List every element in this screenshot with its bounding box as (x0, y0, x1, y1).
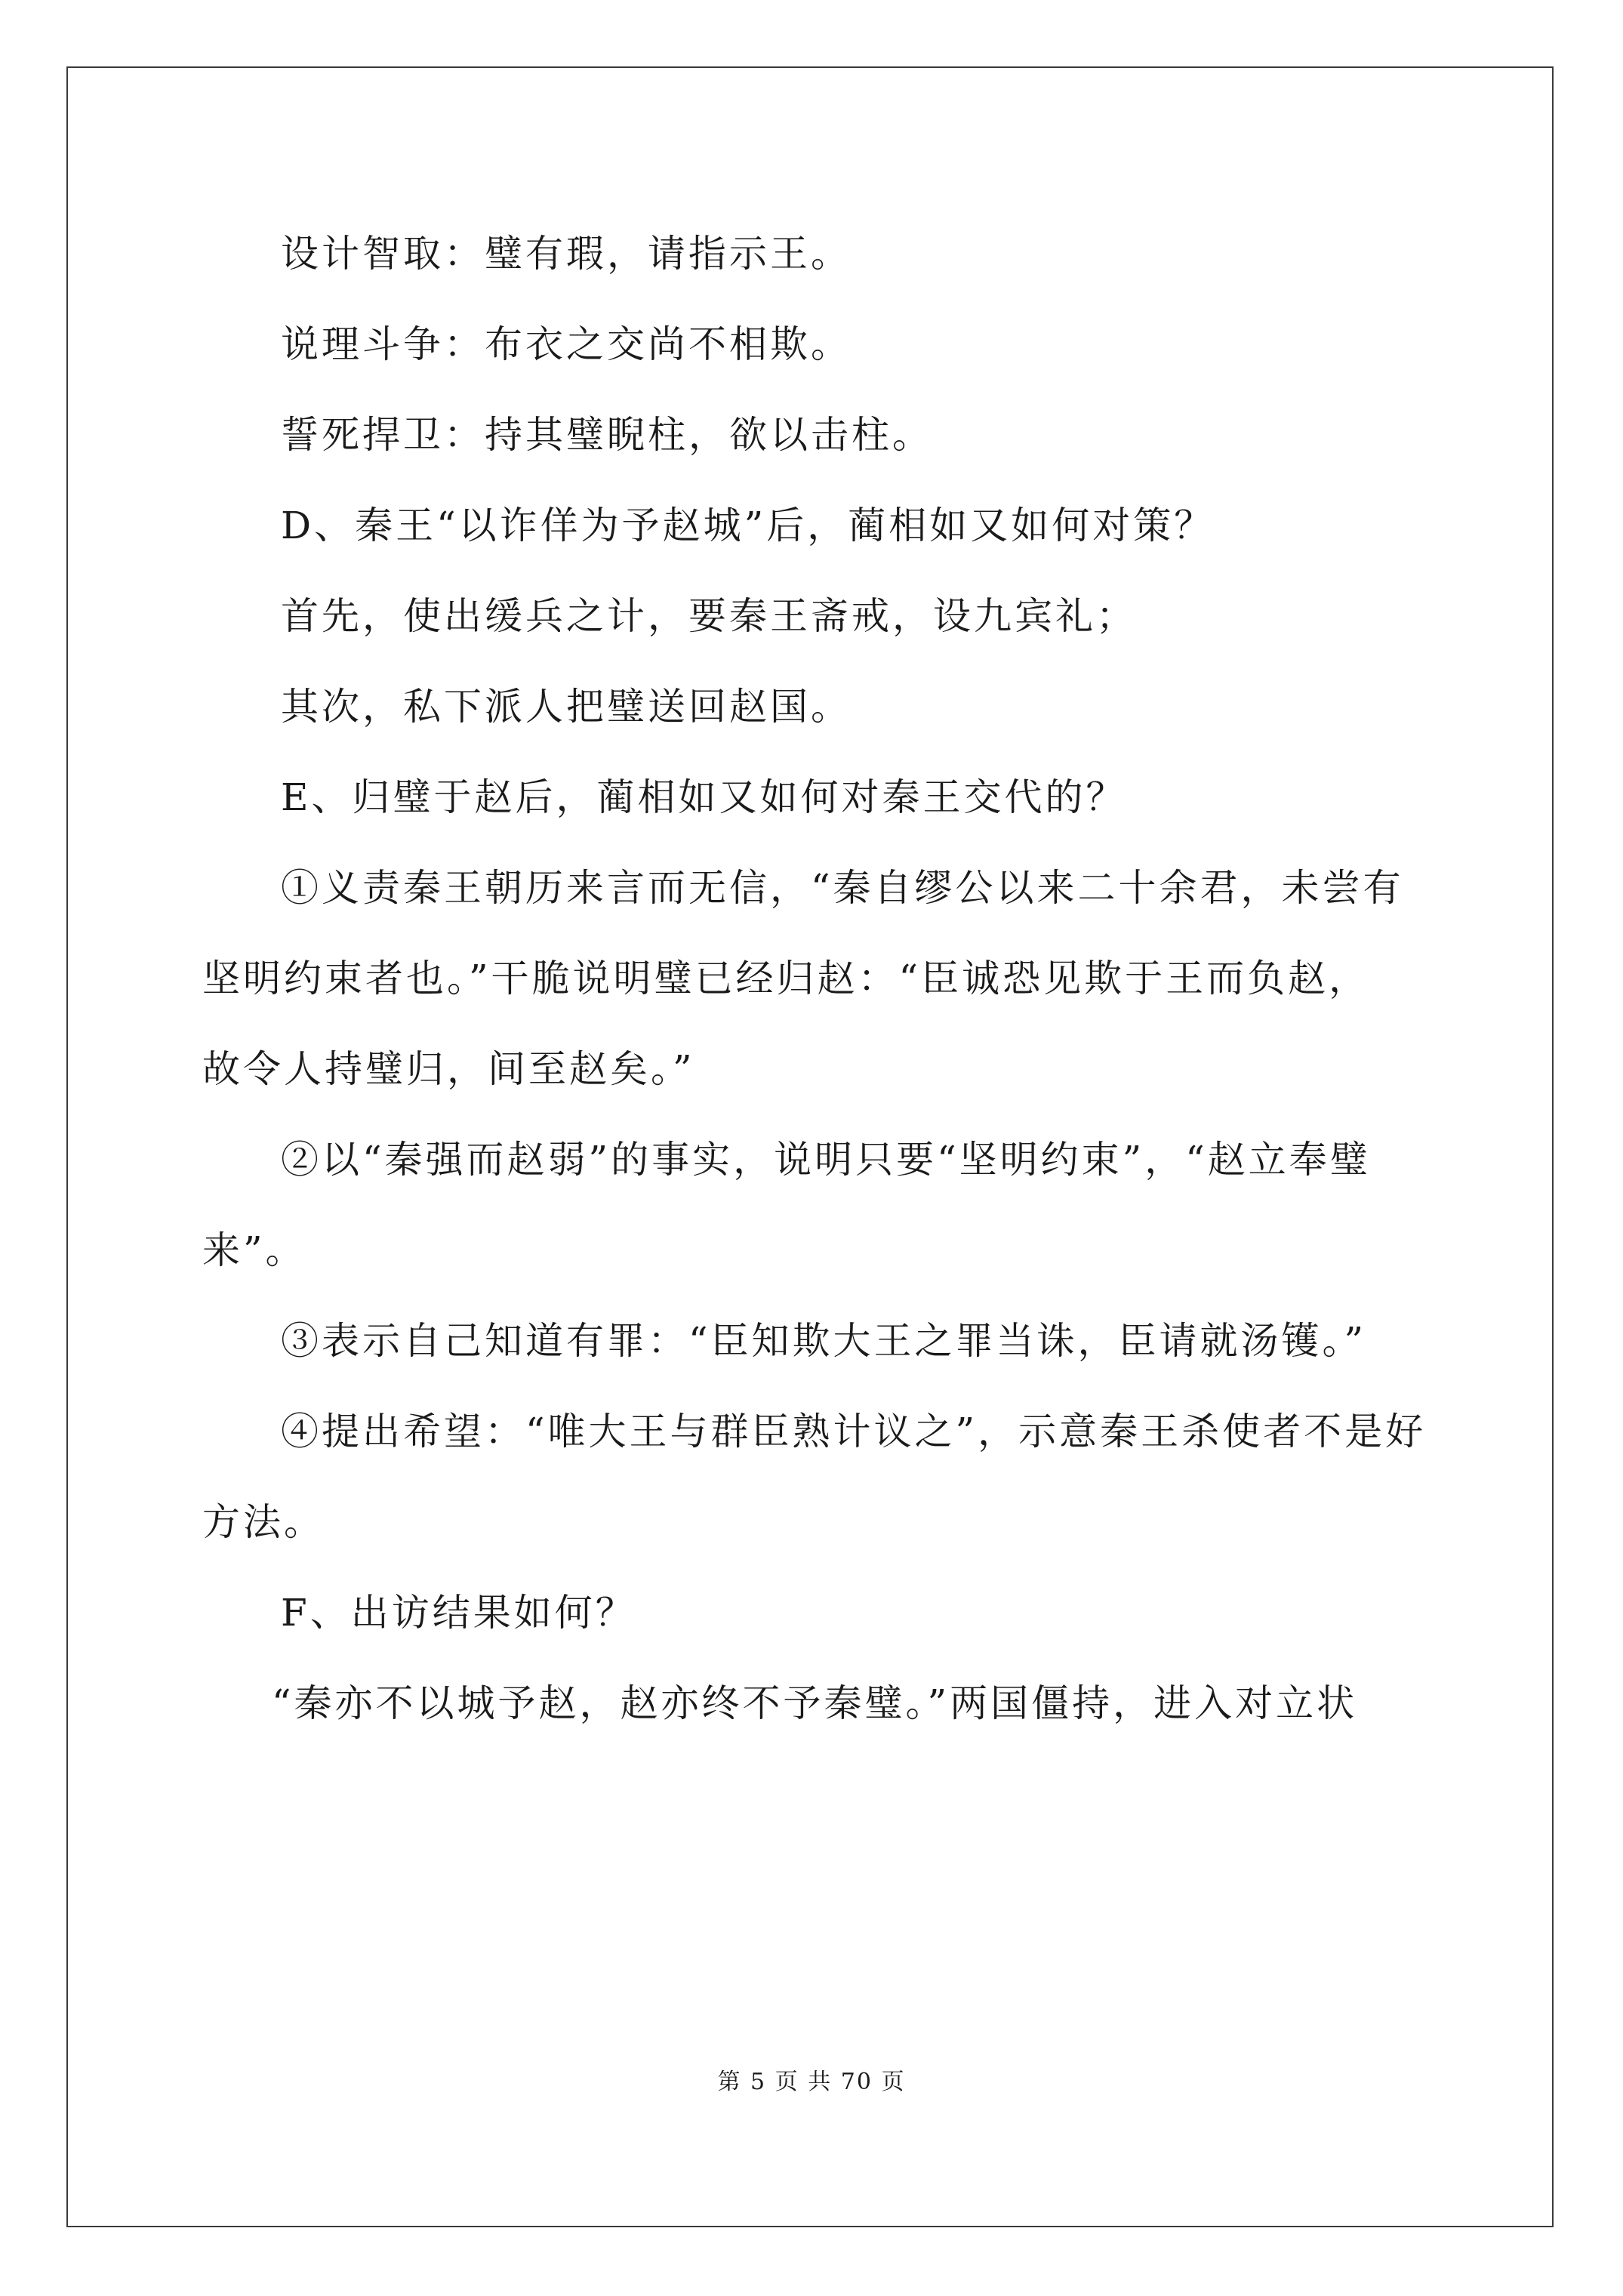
text-line: 说理斗争：布衣之交尚不相欺。 (281, 322, 852, 366)
text-line: ④提出希望：“唯大王与群臣熟计议之”，示意秦王杀使者不是好 (281, 1410, 1427, 1453)
text-line: E、归璧于赵后，蔺相如又如何对秦王交代的？ (281, 775, 1127, 819)
text-line: ①义责秦王朝历来言而无信，“秦自缪公以来二十余君，未尝有 (281, 866, 1404, 910)
text-line: 设计智取：璧有瑕，请指示王。 (281, 232, 852, 276)
text-line: 方法。 (202, 1500, 325, 1544)
text-line: D、秦王“以诈佯为予赵城”后，蔺相如又如何对策？ (281, 504, 1215, 547)
text-line: 其次，私下派人把璧送回赵国。 (281, 685, 852, 729)
text-line: “秦亦不以城予赵，赵亦终不予秦璧。”两国僵持，进入对立状 (272, 1681, 1358, 1725)
text-line: F、出访结果如何？ (281, 1591, 636, 1635)
text-line: 故令人持璧归，间至赵矣。” (202, 1047, 695, 1091)
text-line: 坚明约束者也。”干脆说明璧已经归赵：“臣诚恐见欺于王而负赵， (202, 957, 1370, 1000)
text-line: ③表示自己知道有罪：“臣知欺大王之罪当诛，臣请就汤镬。” (281, 1319, 1367, 1363)
text-line: 首先，使出缓兵之计，要秦王斋戒，设九宾礼； (281, 594, 1137, 638)
text-line: 来”。 (202, 1228, 306, 1272)
text-line: 誓死捍卫：持其璧睨柱，欲以击柱。 (281, 413, 933, 457)
page-number: 第 5 页 共 70 页 (717, 2069, 906, 2095)
text-line: ②以“秦强而赵弱”的事实，说明只要“坚明约束”，“赵立奉璧 (281, 1138, 1371, 1182)
